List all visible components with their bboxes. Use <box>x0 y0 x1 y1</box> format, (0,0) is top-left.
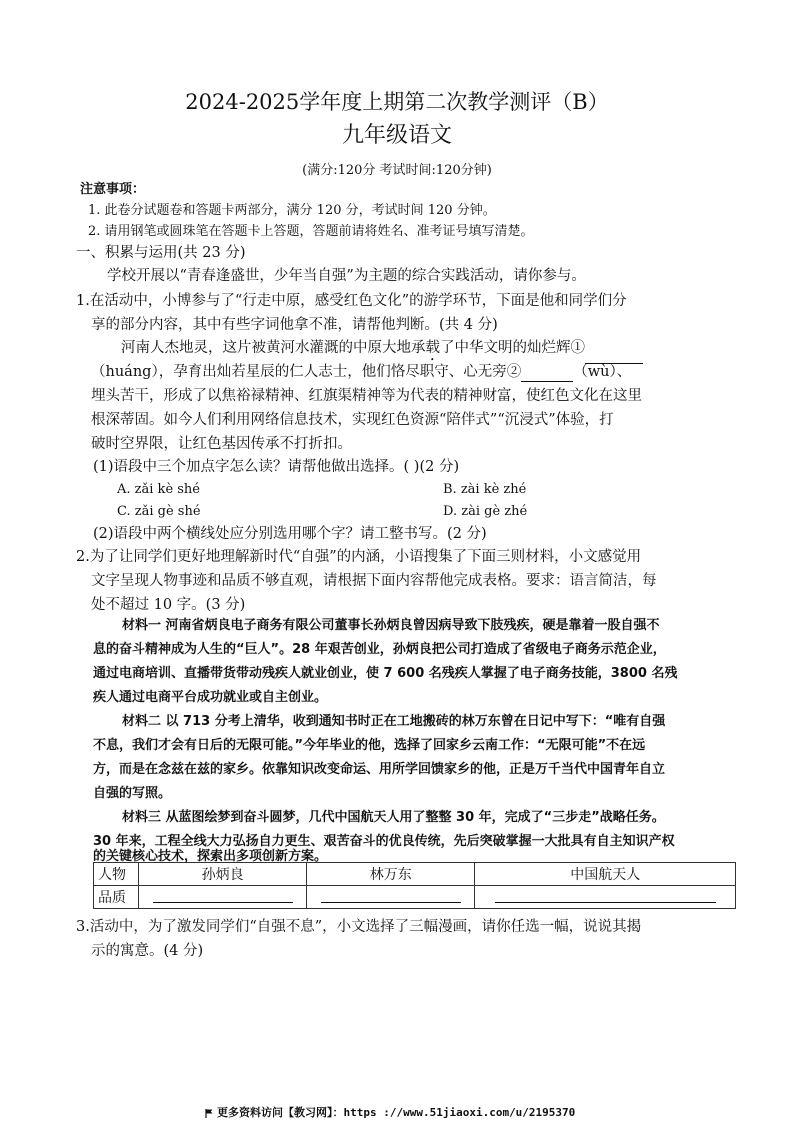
notes-item-1: 1. 此卷分试题卷和答题卡两部分，满分 120 分，考试时间 120 分钟。 <box>88 203 496 218</box>
q1-sub-question-1: (1)语段中三个加点字怎么读？请帮他做出选择。( )(2 分) <box>93 459 460 475</box>
table-header-cell: 林万东 <box>307 863 475 886</box>
q3-stem-line-2: 示的寓意。(4 分) <box>91 943 204 959</box>
notes-heading: 注意事项： <box>80 182 146 197</box>
material-2-line: 方，而是在念兹在兹的家乡。依靠知识改变命运、用所学回馈家乡的他，正是万千当代中国青年自立 <box>93 762 666 777</box>
q3-stem-line-1: 3.活动中，为了激发同学们“自强不息”，小文选择了三幅漫画，请你任选一幅，说说其揭 <box>76 919 642 935</box>
section-heading: 一、积累与运用(共 23 分) <box>76 245 246 261</box>
table-row <box>94 863 736 886</box>
option-b[interactable] <box>443 480 526 500</box>
option-a[interactable] <box>117 480 200 500</box>
table-header-cell: 中国航天人 <box>475 863 736 886</box>
material-1-line: 疾人通过电商平台成功就业或自主创业。 <box>93 690 328 705</box>
option-text: zài kè zhé <box>460 482 527 497</box>
pinyin-hint-1: （huáng） <box>91 364 159 380</box>
table-row-head: 品质 <box>94 886 139 909</box>
exam-title: 2024-2025学年度上期第二次教学测评（B） <box>185 90 609 114</box>
dotted-char: 载 <box>425 340 440 356</box>
q2-stem-line-2: 文字呈现人物事迹和品质不够直观，请根据下面内容帮他完成表格。要求：语言简洁，每 <box>91 573 657 589</box>
q1-stem-line-2: 享的部分内容，其中有些字词他拿不准，请帮他判断。(共 4 分) <box>91 317 498 333</box>
notes-item-2: 2. 请用钢笔或圆珠笔在答题卡上答题，答题前请将姓名、准考证号填写清楚。 <box>88 224 534 239</box>
answer-table <box>93 862 736 909</box>
q1-passage-line-3: 埋头苦干，形成了以焦裕禄精神、红旗渠精神等为代表的精神财富，使红色文化在这里 <box>91 388 642 404</box>
table-header-cell: 孙炳良 <box>139 863 307 886</box>
table-row-head: 人物 <box>94 863 139 886</box>
option-label: B. <box>443 482 457 497</box>
option-text: zǎi gè shé <box>134 504 201 519</box>
option-text: zài gè zhé <box>461 504 528 519</box>
q1-stem-line-1: 1.在活动中，小博参与了“行走中原，感受红色文化”的游学环节，下面是他和同学们分 <box>76 293 627 309</box>
q2-stem-line-3: 处不超过 10 字。(3 分) <box>91 597 246 613</box>
footer-text: 更多资料访问【教习网】：https ://www.51jiaoxi.com/u/2195370 <box>217 1106 576 1119</box>
answer-line <box>153 888 293 903</box>
material-2-line: 材料二 以 713 分考上清华，收到通知书时正在工地搬砖的林万东曾在日记中写下：“唯有自强 <box>122 714 666 729</box>
q1-passage-line-4: 根深蒂固。如今人们利用网络信息技术，实现红色资源“陪伴式”“沉浸式”体验，打 <box>91 412 614 428</box>
answer-cell[interactable] <box>307 886 475 909</box>
q1-sub-question-2: (2)语段中两个横线处应分别选用哪个字？请工整书写。(2 分) <box>93 526 487 542</box>
section-intro: 学校开展以“青春逢盛世，少年当自强”为主题的综合实践活动，请你参与。 <box>107 268 586 284</box>
option-label: D. <box>443 504 458 519</box>
option-label: C. <box>117 504 131 519</box>
answer-cell[interactable] <box>139 886 307 909</box>
q1-passage-line-2 <box>91 362 631 382</box>
option-text: zǎi kè shé <box>134 482 201 497</box>
option-c[interactable] <box>117 502 201 522</box>
passage-text: 了中华文明的灿烂辉① <box>440 340 585 356</box>
passage-text: 、 <box>616 364 632 380</box>
passage-text: 河南人杰地灵，这片被黄河水灌溉的中原大地承 <box>121 340 426 356</box>
q1-passage-line-5: 破时空界限，让红色基因传承不打折扣。 <box>91 436 352 452</box>
flag-icon <box>205 1109 213 1118</box>
material-1-line: 材料一 河南省炳良电子商务有限公司董事长孙炳良曾因病导致下肢残疾，硬是靠着一股自强不 <box>122 618 660 633</box>
answer-cell[interactable] <box>475 886 736 909</box>
q1-passage-line-1 <box>121 338 643 364</box>
passage-text: ，孕育出灿若星辰的仁人志士，他们恪尽职守、心无旁② <box>158 364 522 380</box>
material-3-line: 30 年来，工程全线大力弘扬自力更生、艰苦奋斗的优良传统，先后突破掌握一大批具有自主知识产权 <box>93 834 675 849</box>
material-3-line: 的关键核心技术，探索出多项创新方案。 <box>93 849 328 864</box>
material-3-line: 材料三 从蓝图绘梦到奋斗圆梦，几代中国航天人用了整整 30 年，完成了“三步走”战略任务。 <box>122 810 665 825</box>
material-1-line: 通过电商培训、直播带货带动残疾人就业创业，使 7 600 名残疾人掌握了电子商务技能，3800 名残 <box>93 666 678 681</box>
table-row <box>94 886 736 909</box>
q2-stem-line-1: 2.为了让同学们更好地理解新时代“自强”的内涵，小语搜集了下面三则材料，小文感觉用 <box>76 549 642 565</box>
option-label: A. <box>117 482 131 497</box>
option-d[interactable] <box>443 502 527 522</box>
exam-subject: 九年级语文 <box>341 123 452 148</box>
answer-line <box>495 888 716 903</box>
answer-blank-2[interactable] <box>521 365 573 382</box>
answer-line <box>321 888 461 903</box>
material-1-line: 息的奋斗精神成为人生的“巨人”。28 年艰苦创业，孙炳良把公司打造成了省级电子商务示范企业， <box>93 642 666 657</box>
footer-link[interactable] <box>205 1104 575 1120</box>
exam-info: (满分:120分 考试时间:120分钟) <box>302 163 492 178</box>
material-2-line: 不息，我们才会有日后的无限可能。”今年毕业的他，选择了回家乡云南工作：“无限可能”不在远 <box>93 738 646 753</box>
pinyin-hint-2: （wù） <box>573 364 617 380</box>
material-2-line: 自强的写照。 <box>93 786 172 801</box>
